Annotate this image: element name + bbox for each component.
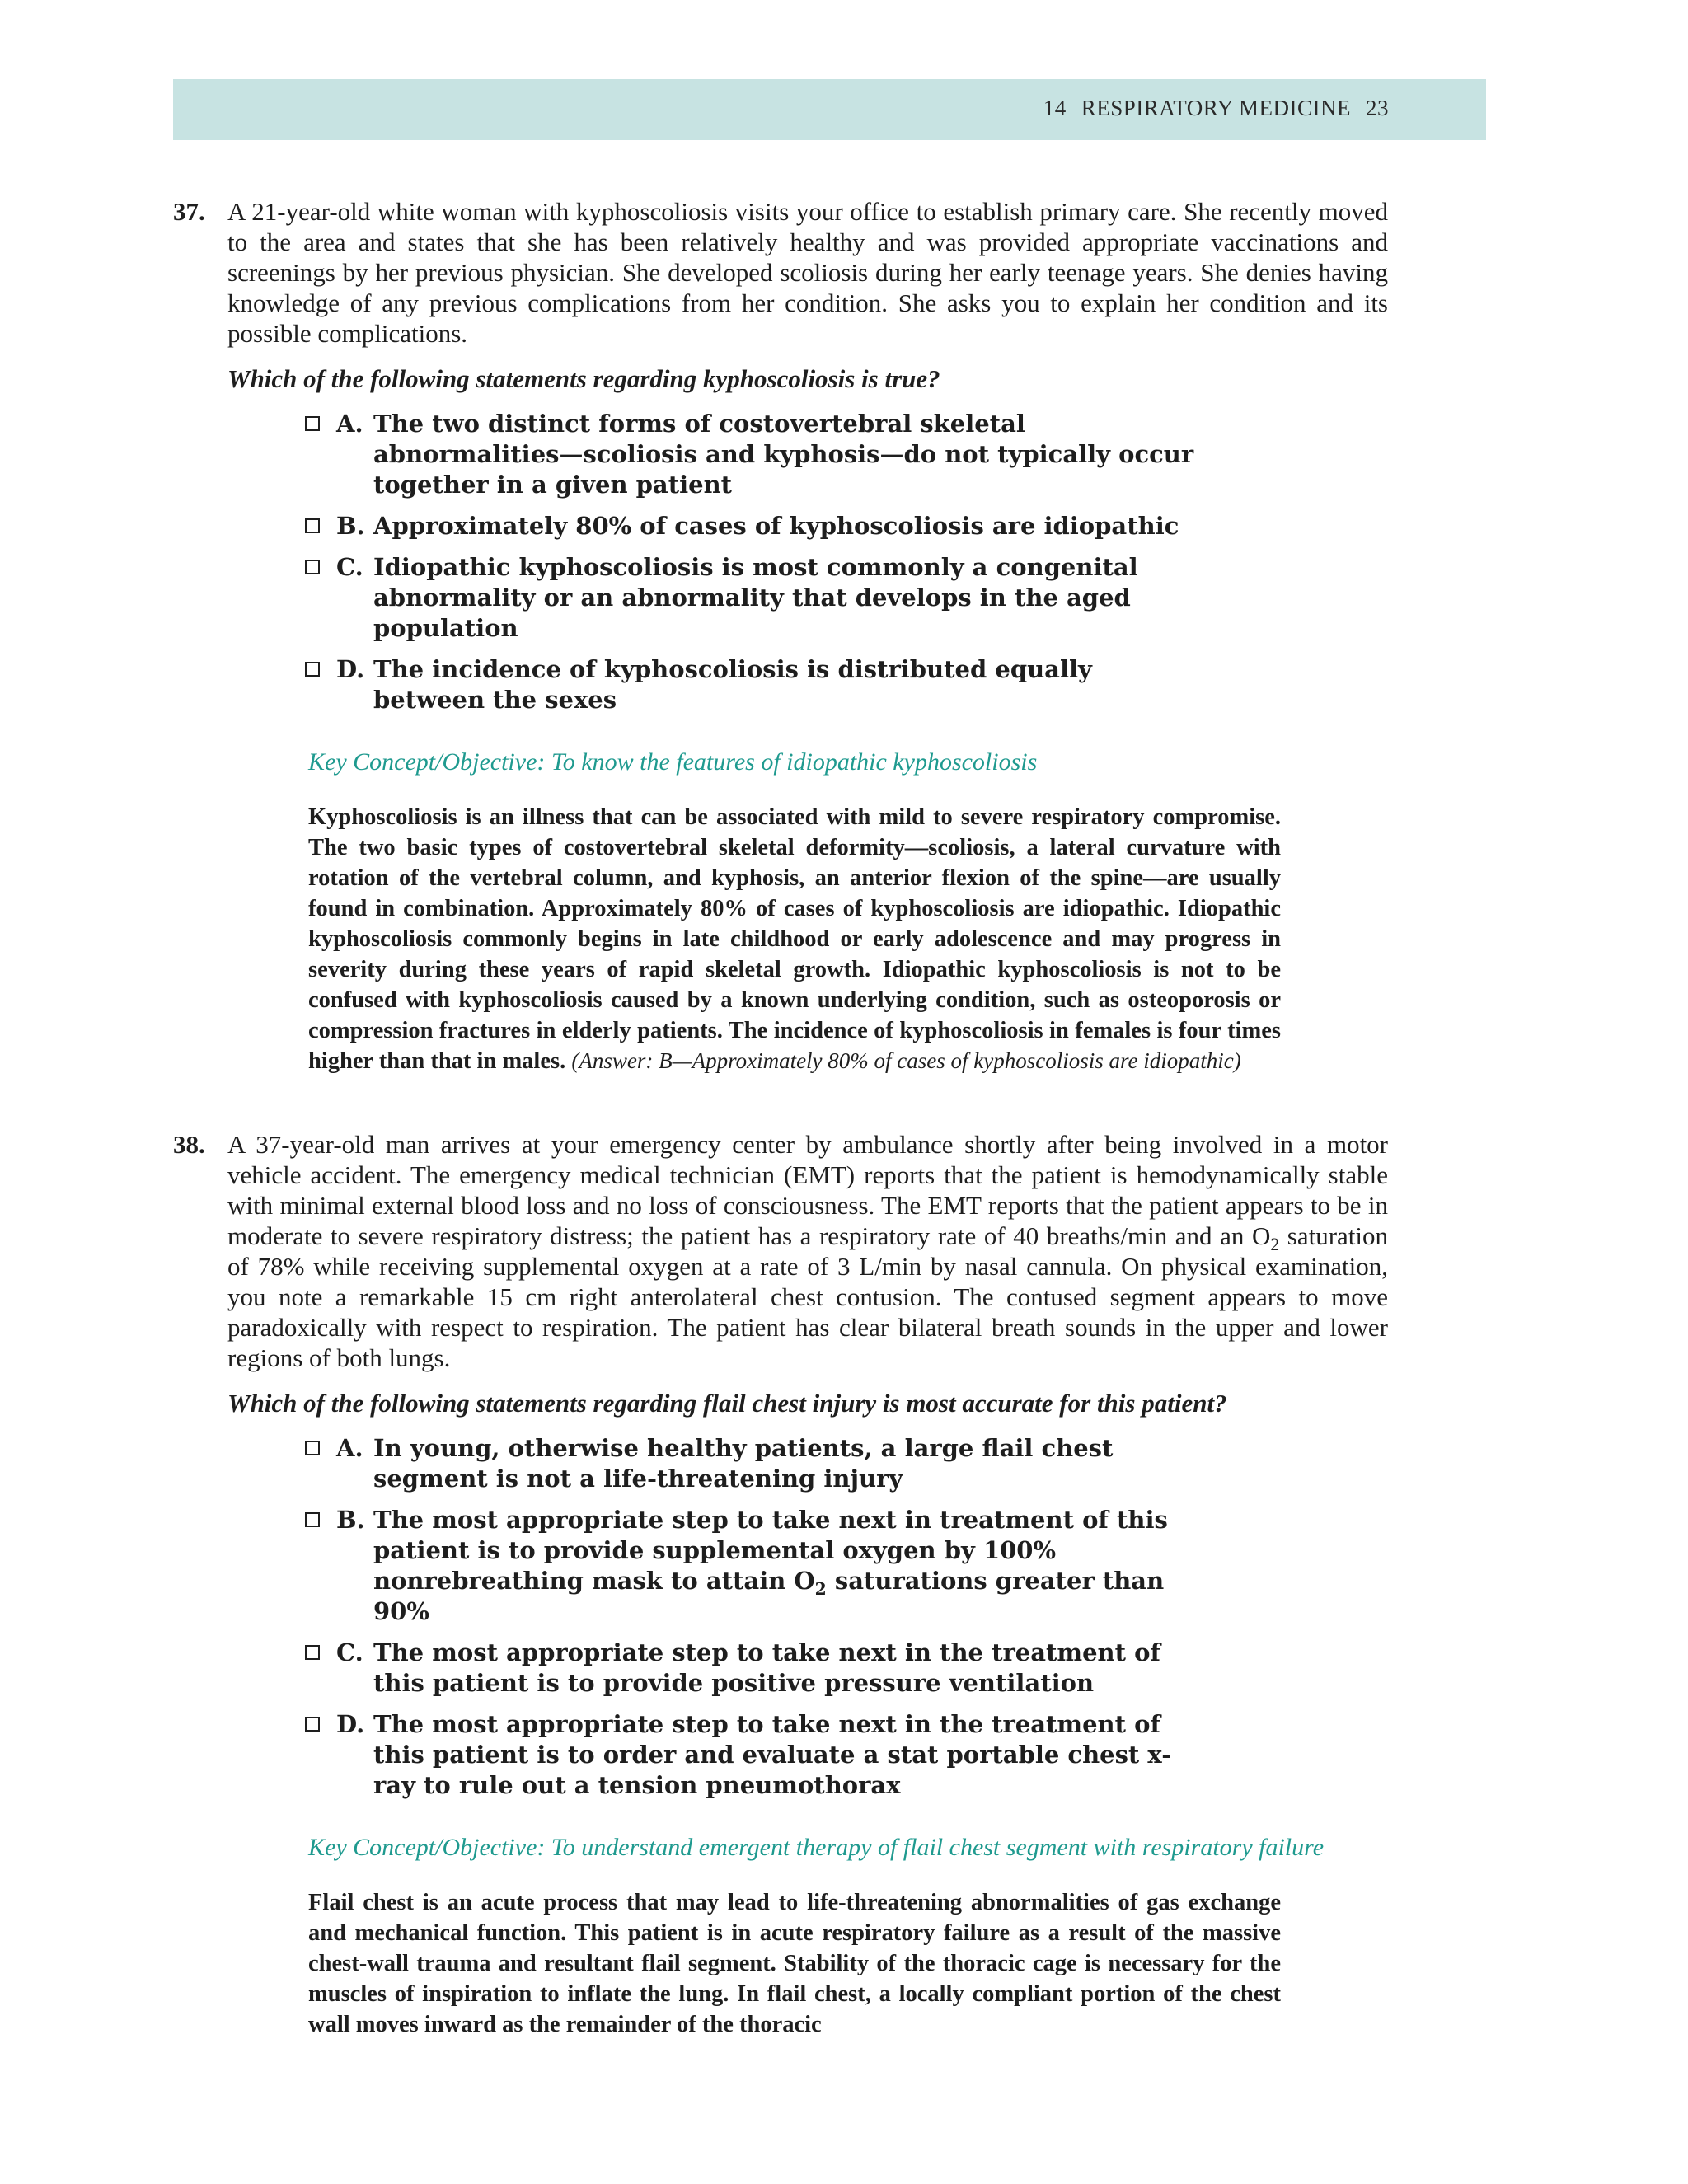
explanation-text: Kyphoscoliosis is an illness that can be associated with mild to severe respiratory compromise. The two basic types of costovertebral skeletal deformity—scoliosis, a lateral curvature with rotation of the vertebral column, and kyphosis, an anterior flexion of the spine—are usually found in combination. Approximately 80% of cases of kyphoscoliosis are idiopathic. Idiopathic kyphoscoliosis commonly begins in late childhood or early adolescence and may progress in severity during these years of rapid skeletal growth. Idiopathic kyphoscoliosis is not to be confused with kyphoscoliosis caused by a known underlying condition, such as osteoporosis or compression fractures in elderly patients. The incidence of kyphoscoliosis in females is four times higher than that in males. (308, 804, 1281, 1074)
question-37 (173, 196, 1388, 1076)
option-text: Approximately 80% of cases of kyphoscoliosis are idiopathic (373, 512, 1179, 540)
checkbox-icon[interactable] (305, 1512, 320, 1527)
option-a[interactable] (305, 409, 1212, 500)
answer-options (305, 1433, 1212, 1801)
question-number: 38. (173, 1130, 205, 1159)
subscript: 2 (1270, 1235, 1280, 1255)
explanation-text: Flail chest is an acute process that may lead to life-threatening abnormalities of gas exchange and mechanical function. This patient is in acute respiratory failure as a result of the massive chest-wall trauma and resultant flail segment. Stability of the thoracic cage is necessary for the muscles of inspiration to inflate the lung. In flail chest, a locally compliant portion of the chest wall moves inward as the remainder of the thoracic (308, 1890, 1281, 2037)
checkbox-icon[interactable] (305, 662, 320, 677)
option-d[interactable] (305, 654, 1212, 715)
stem-text: A 37-year-old man arrives at your emergency center by ambulance shortly after being involved in a motor vehicle accident. The emergency medical technician (EMT) reports that the patient is hemodynamically stable with minimal external blood loss and no loss of consciousness. The EMT reports that the patient appears to be in moderate to severe respiratory distress; the patient has a respiratory rate of 40 breaths/min and an O (227, 1130, 1388, 1250)
option-letter: D. (336, 655, 365, 683)
checkbox-icon[interactable] (305, 1645, 320, 1660)
option-text: The most appropriate step to take next in the treatment of this patient is to provide positive pressure ventilation (373, 1638, 1160, 1697)
option-text: The most appropriate step to take next in treatment of this patient is to provide supplemental oxygen by 100% nonrebreathing mask to attain O (373, 1506, 1168, 1595)
page-number: 23 (1366, 96, 1389, 120)
explanation (308, 802, 1281, 1076)
explanation (308, 1887, 1281, 2040)
option-text: In young, otherwise healthy patients, a large flail chest segment is not a life-threatening injury (373, 1434, 1114, 1493)
option-letter: B. (336, 512, 365, 540)
option-letter: A. (336, 1434, 363, 1462)
question-stem (227, 1129, 1388, 1373)
option-b[interactable] (305, 1505, 1212, 1627)
chapter-number: 14 (1043, 96, 1067, 120)
checkbox-icon[interactable] (305, 1441, 320, 1455)
option-c[interactable] (305, 1638, 1212, 1699)
running-head-text (1043, 96, 1389, 121)
key-concept: Key Concept/Objective: To understand emergent therapy of flail chest segment with respiratory failure (308, 1834, 1325, 1861)
option-text: The two distinct forms of costovertebral skeletal abnormalities—scoliosis and kyphosis—do not typically occur together in a given patient (373, 410, 1194, 499)
option-letter: B. (336, 1506, 365, 1534)
option-text: saturations greater than 90% (373, 1567, 1165, 1625)
question-38 (173, 1129, 1388, 2040)
checkbox-icon[interactable] (305, 416, 320, 431)
option-c[interactable] (305, 552, 1212, 644)
option-text: The incidence of kyphoscoliosis is distributed equally between the sexes (373, 655, 1092, 714)
section-title: RESPIRATORY MEDICINE (1081, 96, 1351, 120)
option-letter: D. (336, 1710, 365, 1738)
checkbox-icon[interactable] (305, 560, 320, 574)
question-prompt: Which of the following statements regarding kyphoscoliosis is true? (227, 364, 940, 393)
stem-text: saturation of 78% while receiving supplemental oxygen at a rate of 3 L/min by nasal cannula. On physical examination, you note a remarkable 15 cm right anterolateral chest contusion. The contused segment appears to move paradoxically with respect to respiration. The patient has clear bilateral breath sounds in the upper and lower regions of both lungs. (227, 1221, 1389, 1372)
option-a[interactable] (305, 1433, 1212, 1494)
checkbox-icon[interactable] (305, 518, 320, 533)
option-letter: A. (336, 410, 363, 438)
running-header (173, 79, 1486, 140)
option-text: The most appropriate step to take next in the treatment of this patient is to order and evaluate a stat portable chest x-ray to rule out a tension pneumothorax (373, 1710, 1172, 1799)
option-letter: C. (336, 553, 363, 581)
answer-options (305, 409, 1212, 715)
option-letter: C. (336, 1638, 363, 1666)
key-concept: Key Concept/Objective: To know the features of idiopathic kyphoscoliosis (308, 748, 1038, 776)
question-number: 37. (173, 197, 205, 226)
option-d[interactable] (305, 1709, 1212, 1801)
question-stem: A 21-year-old white woman with kyphoscoliosis visits your office to establish primary care. She recently moved to the area and states that she has been relatively healthy and was provided appropriate vaccinations and screenings by her previous physician. She developed scoliosis during her early teenage years. She denies having knowledge of any previous complications from her condition. She asks you to explain her condition and its possible complications. (227, 197, 1388, 348)
subscript: 2 (814, 1578, 827, 1599)
option-text: Idiopathic kyphoscoliosis is most commonly a congenital abnormality or an abnormality that develops in the aged population (373, 553, 1138, 642)
checkbox-icon[interactable] (305, 1717, 320, 1732)
answer-text: (Answer: B—Approximately 80% of cases of kyphoscoliosis are idiopathic) (571, 1048, 1241, 1073)
option-b[interactable] (305, 511, 1212, 541)
question-prompt: Which of the following statements regarding flail chest injury is most accurate for this patient? (227, 1389, 1227, 1418)
